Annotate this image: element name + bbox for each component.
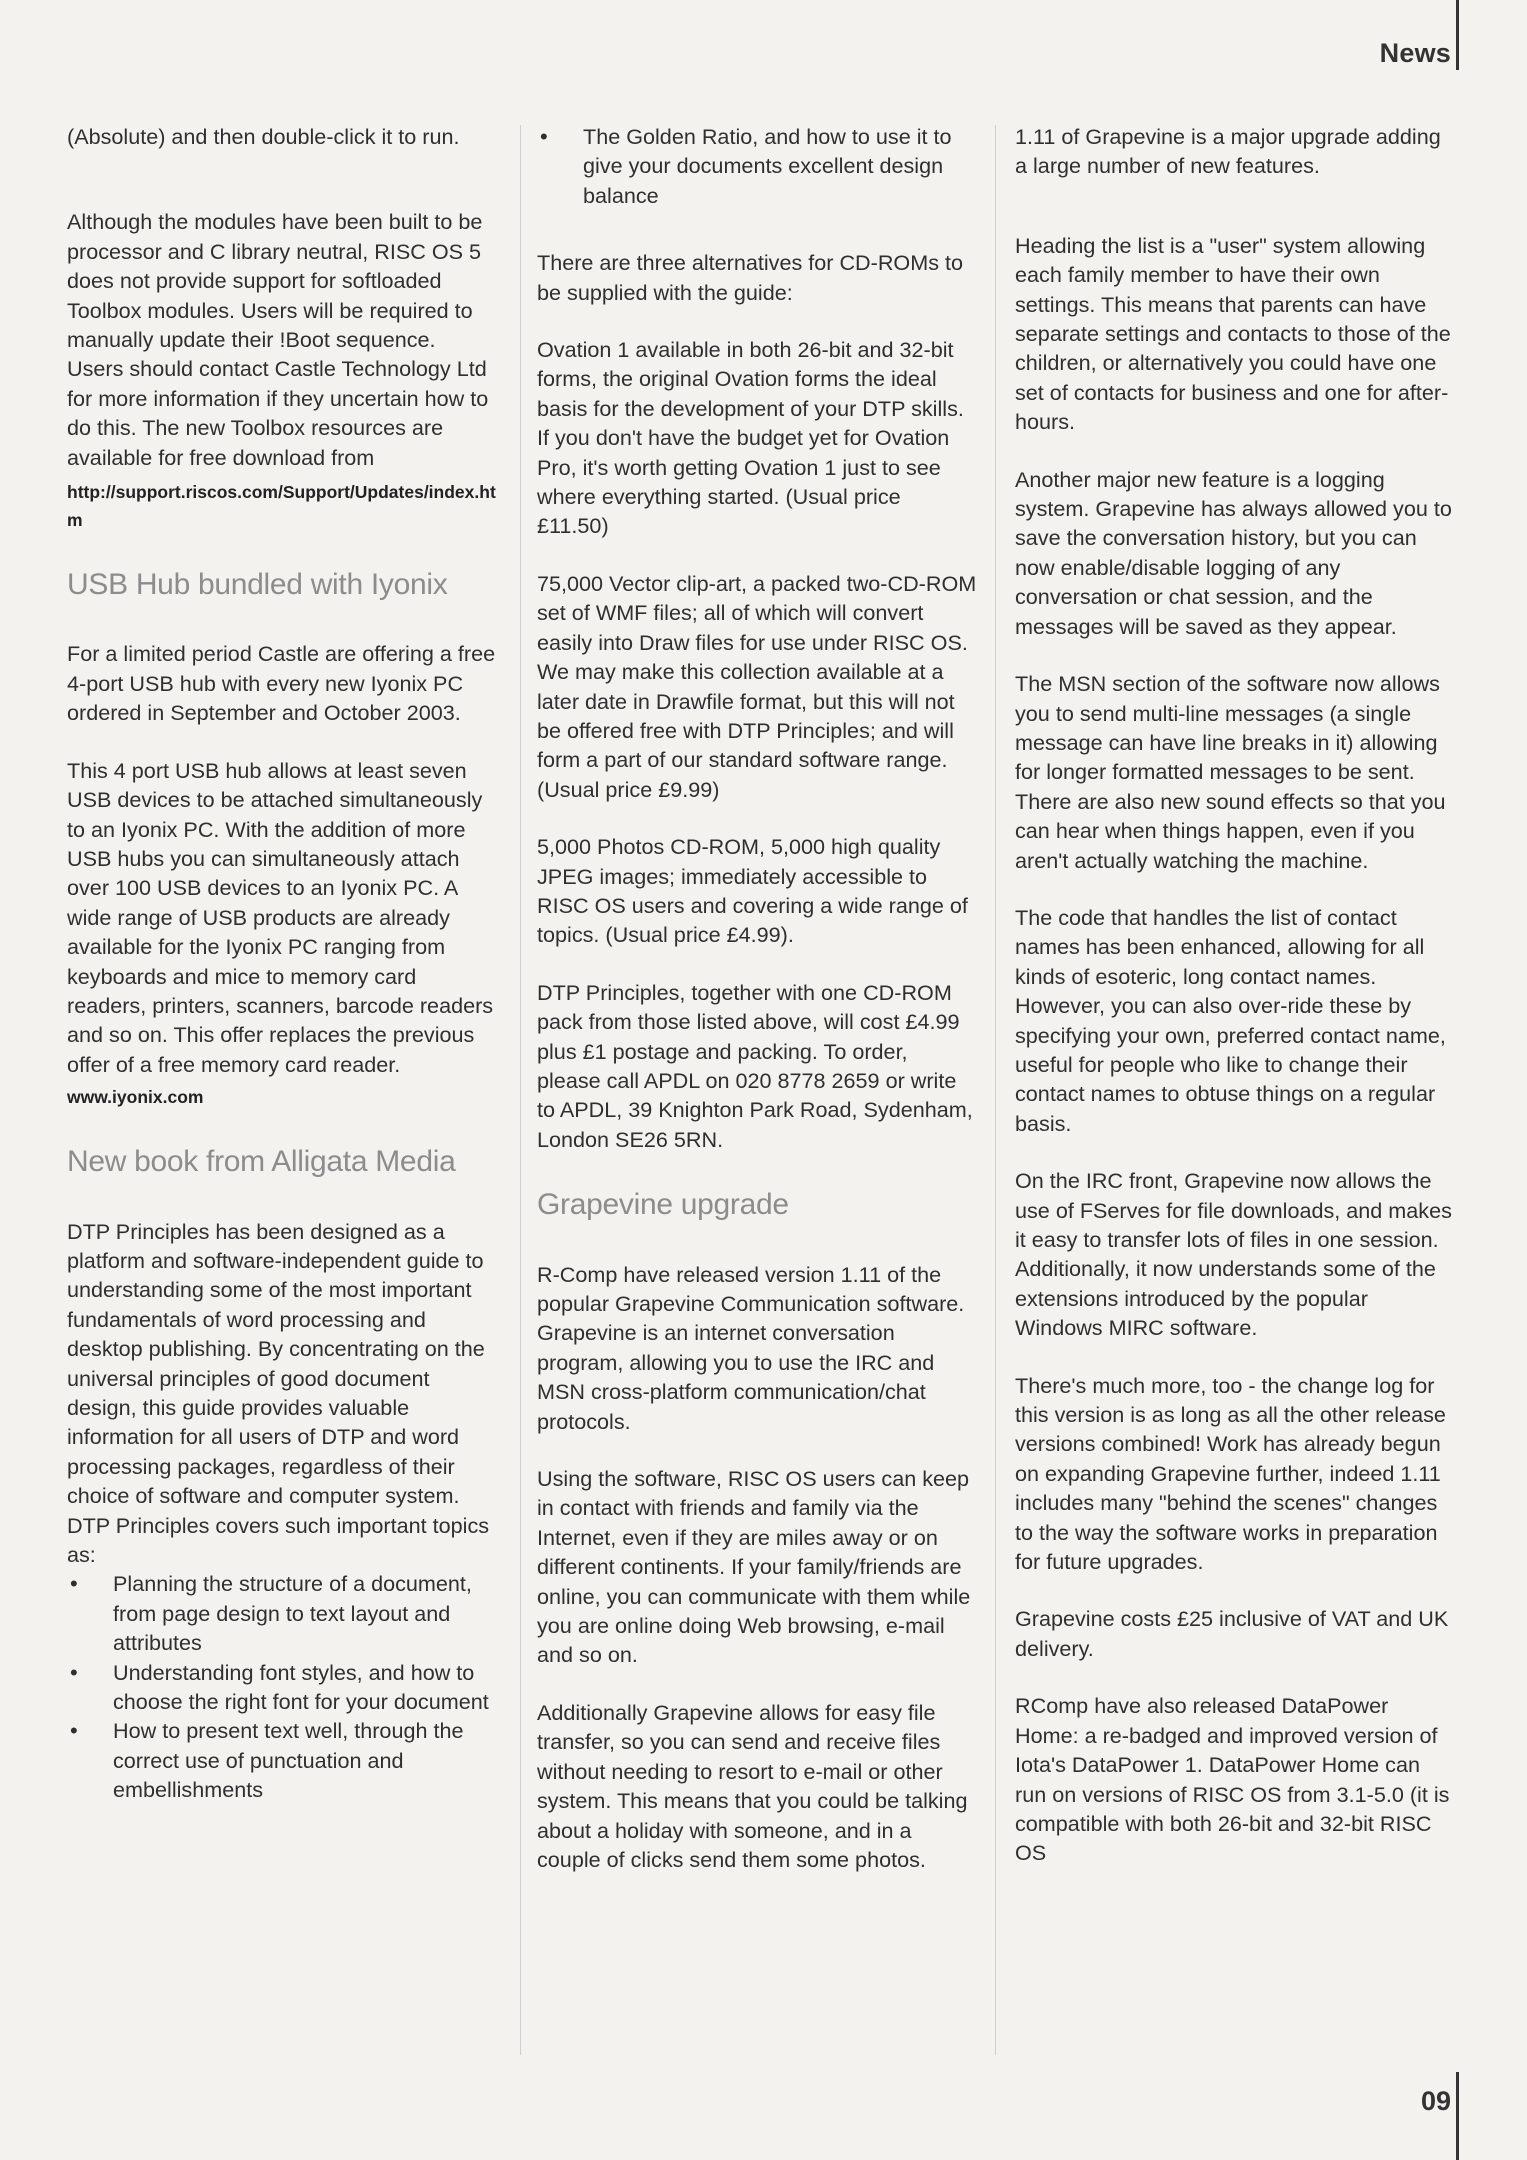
headline-new-book: New book from Alligata Media: [67, 1145, 456, 1179]
paragraph: Another major new feature is a logging system. Grapevine has always allowed you to save the conversation history, but you can now enable/disable logging of any conversation or chat session, and the messages will be saved as they appear.: [1015, 466, 1452, 639]
iyonix-link[interactable]: www.iyonix.com: [67, 1087, 204, 1108]
paragraph: For a limited period Castle are offering a free 4-port USB hub with every new Iyonix PC ordered in September and October 2003.: [67, 641, 496, 726]
list-item: • Planning the structure of a document, from page design to text layout and attributes: [67, 1569, 497, 1657]
paragraph: There's much more, too - the change log for this version is as long as all the other release versions combined! Work has already begun on expanding Grapevine further, indeed 1.11 includes many "behind the scenes" changes to the way the software works in preparation for future upgrades.: [1015, 1372, 1446, 1575]
paragraph: R-Comp have released version 1.11 of the popular Grapevine Communication software. Grapevine is an internet conversation program, allowing you to use the IRC and MSN cross-platform communication/chat protocols.: [537, 1261, 965, 1434]
list-item: • The Golden Ratio, and how to use it to give your documents excellent design balance: [537, 122, 977, 210]
paragraph: Using the software, RISC OS users can keep in contact with friends and family via the Internet, even if they are miles away or on different continents. If your family/friends are online, you can communicate with them while you are online doing Web browsing, e-mail and so on.: [537, 1466, 971, 1668]
paragraph: The MSN section of the software now allows you to send multi-line messages (a single message can have line breaks in it) allowing for longer formatted messages to be sent. There are also new sound effects so that you can hear when things happen, even if you aren't actually watching the machine.: [1015, 671, 1446, 873]
header-rule: [1456, 0, 1459, 70]
column-2: [537, 122, 977, 1902]
paragraph: There are three alternatives for CD-ROMs to be supplied with the guide:: [537, 250, 964, 305]
column-1: [67, 122, 497, 1833]
headline-usb-hub: USB Hub bundled with Iyonix: [67, 568, 448, 602]
paragraph: Grapevine costs £25 inclusive of VAT and UK delivery.: [1015, 1606, 1449, 1661]
paragraph: 5,000 Photos CD-ROM, 5,000 high quality JPEG images; immediately accessible to RISC OS users and covering a wide range of topics. (Usual price £4.99).: [537, 834, 968, 948]
section-label: News: [1379, 38, 1451, 68]
column-3: [1015, 122, 1455, 1896]
column-divider: [995, 125, 996, 2055]
list-item: • Understanding font styles, and how to choose the right font for your document: [67, 1658, 497, 1717]
paragraph: DTP Principles has been designed as a platform and software-independent guide to understanding some of the most important fundamentals of word processing and desktop publishing. By concentrating on the universal principles of good document design, this guide provides valuable information for all users of DTP and word processing packages, regardless of their choice of software and computer system. DTP Principles covers such important topics as:: [67, 1218, 490, 1568]
headline-grapevine: Grapevine upgrade: [537, 1188, 789, 1222]
paragraph: Heading the list is a "user" system allowing each family member to have their own settings. This means that parents can have separate settings and contacts to those of the children, or alternatively you could have one set of contacts for business and one for after-hours.: [1015, 232, 1451, 435]
paragraph: 1.11 of Grapevine is a major upgrade adding a large number of new features.: [1015, 124, 1441, 179]
paragraph: Ovation 1 available in both 26-bit and 32-bit forms, the original Ovation forms the ideal basis for the development of your DTP skills. If you don't have the budget yet for Ovation Pro, it's worth getting Ovation 1 just to see where everything started. (Usual price £11.50): [537, 337, 964, 539]
paragraph: The code that handles the list of contact names has been enhanced, allowing for all kinds of esoteric, long contact names. However, you can also over-ride these by specifying your own, preferred contact name, useful for people who like to change their contact names to obtuse things on a regular basis.: [1015, 904, 1446, 1136]
footer-rule: [1456, 2072, 1459, 2160]
download-link[interactable]: http://support.riscos.com/Support/Updates/index.htm: [67, 482, 496, 531]
paragraph: (Absolute) and then double-click it to run.: [67, 124, 460, 149]
paragraph: Although the modules have been built to be processor and C library neutral, RISC OS 5 does not provide support for softloaded Toolbox modules. Users will be required to manually update their !Boot sequence. Users should contact Castle Technology Ltd for more information if they uncertain how to do this. The new Toolbox resources are available for free download from: [67, 209, 489, 470]
page-number: 09: [1420, 2086, 1451, 2116]
topic-list-continued: [537, 122, 977, 210]
paragraph: RComp have also released DataPower Home: a re-badged and improved version of Iota's DataPower 1. DataPower Home can run on versions of RISC OS from 3.1-5.0 (it is compatible with both 26-bit and 32-bit RISC OS: [1015, 1693, 1450, 1866]
paragraph: 75,000 Vector clip-art, a packed two-CD-ROM set of WMF files; all of which will convert easily into Draw files for use under RISC OS. We may make this collection available at a later date in Drawfile format, but this will not be offered free with DTP Principles; and will form a part of our standard software range. (Usual price £9.99): [537, 570, 977, 802]
column-divider: [520, 125, 521, 2055]
paragraph: This 4 port USB hub allows at least seven USB devices to be attached simultaneously to an Iyonix PC. With the addition of more USB hubs you can simultaneously attach over 100 USB devices to an Iyonix PC. A wide range of USB products are already available for the Iyonix PC ranging from keyboards and mice to memory card readers, printers, scanners, barcode readers and so on. This offer replaces the previous offer of a free memory card reader.: [67, 757, 494, 1077]
topic-list: [67, 1569, 497, 1804]
paragraph: On the IRC front, Grapevine now allows the use of FServes for file downloads, and makes it easy to transfer lots of files in one session. Additionally, it now understands some of the extensions introduced by the popular Windows MIRC software.: [1015, 1168, 1452, 1341]
paragraph: DTP Principles, together with one CD-ROM pack from those listed above, will cost £4.99 plus £1 postage and packing. To order, please call APDL on 020 8778 2659 or write to APDL, 39 Knighton Park Road, Sydenham, London SE26 5RN.: [537, 979, 973, 1152]
paragraph: Additionally Grapevine allows for easy file transfer, so you can send and receive files without needing to resort to e-mail or other system. This means that you could be talking about a holiday with someone, and in a couple of clicks send them some photos.: [537, 1699, 968, 1872]
list-item: • How to present text well, through the correct use of punctuation and embellishments: [67, 1716, 497, 1804]
